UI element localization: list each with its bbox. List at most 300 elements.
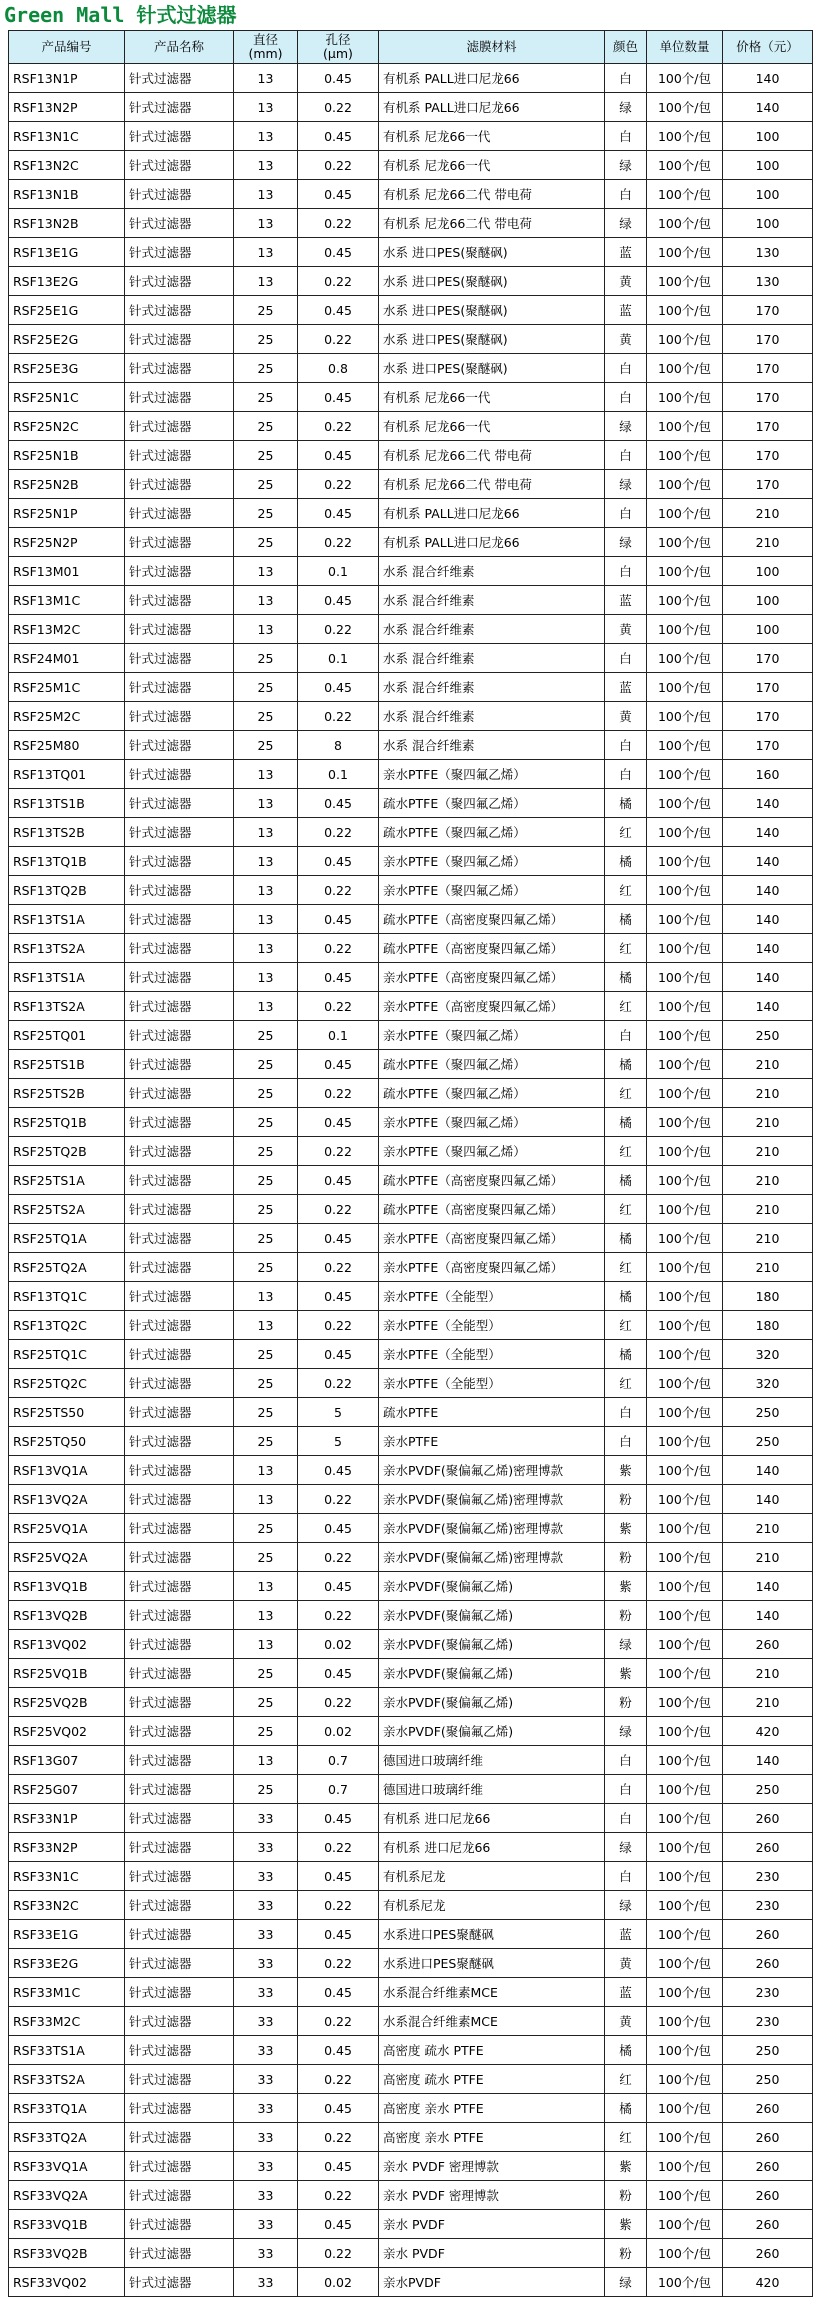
- cell-code: RSF33N1P: [9, 1804, 125, 1833]
- cell-product-name: 针式过滤器: [125, 2181, 234, 2210]
- cell-product-name: 针式过滤器: [125, 702, 234, 731]
- cell-diameter: 13: [234, 93, 298, 122]
- cell-unit: 100个/包: [647, 1601, 723, 1630]
- cell-diameter: 25: [234, 412, 298, 441]
- header-diameter-label: 直径: [252, 32, 278, 47]
- cell-color: 红: [605, 2123, 647, 2152]
- cell-color: 绿: [605, 2268, 647, 2297]
- cell-product-name: 针式过滤器: [125, 847, 234, 876]
- table-row: [9, 557, 813, 586]
- cell-color: 黄: [605, 2007, 647, 2036]
- cell-code: RSF25TS1A: [9, 1166, 125, 1195]
- cell-material: 有机系 尼龙66二代 带电荷: [379, 180, 605, 209]
- cell-unit: 100个/包: [647, 325, 723, 354]
- table-row: [9, 731, 813, 760]
- cell-price: 140: [723, 64, 813, 93]
- table-row: [9, 209, 813, 238]
- cell-material: 有机系 尼龙66一代: [379, 122, 605, 151]
- cell-diameter: 13: [234, 209, 298, 238]
- header-row: [9, 31, 813, 64]
- cell-pore-size: 0.45: [298, 1920, 379, 1949]
- cell-unit: 100个/包: [647, 1804, 723, 1833]
- cell-product-name: 针式过滤器: [125, 1688, 234, 1717]
- cell-unit: 100个/包: [647, 818, 723, 847]
- cell-material: 水系 混合纤维素: [379, 557, 605, 586]
- cell-price: 170: [723, 354, 813, 383]
- cell-unit: 100个/包: [647, 499, 723, 528]
- cell-color: 橘: [605, 1282, 647, 1311]
- cell-diameter: 13: [234, 1746, 298, 1775]
- cell-code: RSF13N1P: [9, 64, 125, 93]
- cell-pore-size: 0.22: [298, 528, 379, 557]
- cell-color: 红: [605, 992, 647, 1021]
- cell-product-name: 针式过滤器: [125, 412, 234, 441]
- cell-material: 水系混合纤维素MCE: [379, 2007, 605, 2036]
- cell-code: RSF13TQ01: [9, 760, 125, 789]
- table-row: [9, 1398, 813, 1427]
- cell-pore-size: 8: [298, 731, 379, 760]
- cell-code: RSF13N1C: [9, 122, 125, 151]
- cell-code: RSF13TS2A: [9, 934, 125, 963]
- cell-code: RSF13VQ2B: [9, 1601, 125, 1630]
- cell-price: 250: [723, 1021, 813, 1050]
- cell-pore-size: 0.22: [298, 1253, 379, 1282]
- cell-diameter: 33: [234, 1978, 298, 2007]
- cell-color: 粉: [605, 2181, 647, 2210]
- cell-product-name: 针式过滤器: [125, 1108, 234, 1137]
- cell-color: 白: [605, 1427, 647, 1456]
- table-row: [9, 383, 813, 412]
- cell-pore-size: 0.02: [298, 2268, 379, 2297]
- cell-color: 白: [605, 499, 647, 528]
- table-row: [9, 238, 813, 267]
- table-row: [9, 1369, 813, 1398]
- cell-color: 蓝: [605, 238, 647, 267]
- cell-material: 水系 进口PES(聚醚砜): [379, 267, 605, 296]
- table-row: [9, 354, 813, 383]
- cell-price: 170: [723, 702, 813, 731]
- cell-color: 紫: [605, 2152, 647, 2181]
- cell-diameter: 25: [234, 731, 298, 760]
- table-row: [9, 1833, 813, 1862]
- cell-pore-size: 0.22: [298, 1891, 379, 1920]
- cell-diameter: 13: [234, 789, 298, 818]
- table-row: [9, 789, 813, 818]
- cell-pore-size: 0.22: [298, 2007, 379, 2036]
- cell-price: 170: [723, 325, 813, 354]
- cell-material: 疏水PTFE（高密度聚四氟乙烯）: [379, 905, 605, 934]
- cell-color: 白: [605, 760, 647, 789]
- cell-color: 蓝: [605, 1920, 647, 1949]
- cell-pore-size: 0.45: [298, 789, 379, 818]
- cell-pore-size: 0.22: [298, 1079, 379, 1108]
- cell-code: RSF25TQ2A: [9, 1253, 125, 1282]
- cell-unit: 100个/包: [647, 934, 723, 963]
- cell-unit: 100个/包: [647, 2152, 723, 2181]
- cell-price: 170: [723, 441, 813, 470]
- cell-code: RSF25G07: [9, 1775, 125, 1804]
- cell-price: 140: [723, 1746, 813, 1775]
- cell-price: 210: [723, 1137, 813, 1166]
- cell-unit: 100个/包: [647, 702, 723, 731]
- cell-color: 红: [605, 1195, 647, 1224]
- cell-diameter: 25: [234, 1166, 298, 1195]
- cell-unit: 100个/包: [647, 1079, 723, 1108]
- cell-code: RSF25TQ1B: [9, 1108, 125, 1137]
- cell-unit: 100个/包: [647, 1978, 723, 2007]
- cell-color: 白: [605, 1862, 647, 1891]
- cell-pore-size: 0.22: [298, 2065, 379, 2094]
- cell-price: 140: [723, 1456, 813, 1485]
- cell-diameter: 33: [234, 2065, 298, 2094]
- cell-code: RSF25E3G: [9, 354, 125, 383]
- cell-color: 黄: [605, 702, 647, 731]
- cell-pore-size: 0.22: [298, 702, 379, 731]
- cell-diameter: 25: [234, 528, 298, 557]
- cell-unit: 100个/包: [647, 2268, 723, 2297]
- cell-price: 260: [723, 2094, 813, 2123]
- cell-product-name: 针式过滤器: [125, 1398, 234, 1427]
- cell-color: 绿: [605, 1630, 647, 1659]
- cell-diameter: 13: [234, 615, 298, 644]
- cell-price: 180: [723, 1311, 813, 1340]
- cell-code: RSF25TQ01: [9, 1021, 125, 1050]
- cell-diameter: 13: [234, 760, 298, 789]
- cell-price: 230: [723, 1891, 813, 1920]
- table-row: [9, 1543, 813, 1572]
- header-material: 滤膜材料: [379, 31, 605, 64]
- cell-code: RSF13VQ2A: [9, 1485, 125, 1514]
- cell-material: 高密度 亲水 PTFE: [379, 2094, 605, 2123]
- product-table: [8, 30, 813, 2297]
- cell-price: 260: [723, 2181, 813, 2210]
- cell-price: 170: [723, 296, 813, 325]
- cell-pore-size: 0.22: [298, 1485, 379, 1514]
- cell-code: RSF25N2C: [9, 412, 125, 441]
- cell-diameter: 13: [234, 1572, 298, 1601]
- cell-material: 亲水PVDF(聚偏氟乙烯): [379, 1572, 605, 1601]
- cell-code: RSF33TS2A: [9, 2065, 125, 2094]
- cell-unit: 100个/包: [647, 1282, 723, 1311]
- cell-pore-size: 0.45: [298, 586, 379, 615]
- cell-pore-size: 0.45: [298, 1282, 379, 1311]
- cell-price: 210: [723, 499, 813, 528]
- cell-price: 250: [723, 2065, 813, 2094]
- table-row: [9, 1630, 813, 1659]
- cell-code: RSF33VQ2B: [9, 2239, 125, 2268]
- cell-product-name: 针式过滤器: [125, 122, 234, 151]
- cell-product-name: 针式过滤器: [125, 1050, 234, 1079]
- cell-product-name: 针式过滤器: [125, 1514, 234, 1543]
- cell-product-name: 针式过滤器: [125, 876, 234, 905]
- cell-price: 250: [723, 1398, 813, 1427]
- cell-unit: 100个/包: [647, 1543, 723, 1572]
- cell-unit: 100个/包: [647, 876, 723, 905]
- cell-pore-size: 0.45: [298, 1108, 379, 1137]
- cell-pore-size: 0.22: [298, 1369, 379, 1398]
- cell-product-name: 针式过滤器: [125, 1833, 234, 1862]
- cell-price: 100: [723, 151, 813, 180]
- cell-color: 红: [605, 876, 647, 905]
- page-title: Green Mall 针式过滤器: [4, 3, 237, 27]
- cell-diameter: 25: [234, 499, 298, 528]
- table-row: [9, 673, 813, 702]
- cell-material: 水系 进口PES(聚醚砜): [379, 296, 605, 325]
- cell-diameter: 25: [234, 1079, 298, 1108]
- cell-price: 210: [723, 1659, 813, 1688]
- cell-product-name: 针式过滤器: [125, 1456, 234, 1485]
- cell-unit: 100个/包: [647, 1630, 723, 1659]
- cell-price: 210: [723, 1166, 813, 1195]
- cell-code: RSF13TS2A: [9, 992, 125, 1021]
- cell-color: 白: [605, 122, 647, 151]
- cell-price: 140: [723, 905, 813, 934]
- cell-diameter: 25: [234, 1398, 298, 1427]
- cell-color: 橘: [605, 847, 647, 876]
- cell-pore-size: 0.22: [298, 93, 379, 122]
- cell-diameter: 13: [234, 1485, 298, 1514]
- cell-diameter: 13: [234, 64, 298, 93]
- cell-product-name: 针式过滤器: [125, 586, 234, 615]
- cell-product-name: 针式过滤器: [125, 1369, 234, 1398]
- cell-pore-size: 0.22: [298, 615, 379, 644]
- cell-unit: 100个/包: [647, 2239, 723, 2268]
- cell-pore-size: 0.22: [298, 1833, 379, 1862]
- cell-pore-size: 0.1: [298, 1021, 379, 1050]
- table-row: [9, 934, 813, 963]
- cell-product-name: 针式过滤器: [125, 1166, 234, 1195]
- cell-product-name: 针式过滤器: [125, 325, 234, 354]
- cell-price: 320: [723, 1340, 813, 1369]
- cell-material: 有机系 PALL进口尼龙66: [379, 64, 605, 93]
- cell-code: RSF25TS2B: [9, 1079, 125, 1108]
- cell-pore-size: 0.45: [298, 2094, 379, 2123]
- table-row: [9, 1862, 813, 1891]
- cell-product-name: 针式过滤器: [125, 2268, 234, 2297]
- cell-material: 有机系 尼龙66一代: [379, 151, 605, 180]
- cell-pore-size: 0.22: [298, 1137, 379, 1166]
- cell-price: 420: [723, 1717, 813, 1746]
- cell-product-name: 针式过滤器: [125, 1775, 234, 1804]
- cell-color: 红: [605, 1253, 647, 1282]
- cell-material: 疏水PTFE（聚四氟乙烯）: [379, 818, 605, 847]
- cell-code: RSF13N2C: [9, 151, 125, 180]
- cell-product-name: 针式过滤器: [125, 528, 234, 557]
- table-row: [9, 847, 813, 876]
- cell-unit: 100个/包: [647, 209, 723, 238]
- cell-unit: 100个/包: [647, 1891, 723, 1920]
- cell-pore-size: 0.22: [298, 2239, 379, 2268]
- cell-unit: 100个/包: [647, 1688, 723, 1717]
- cell-diameter: 25: [234, 673, 298, 702]
- cell-price: 260: [723, 2123, 813, 2152]
- table-row: [9, 876, 813, 905]
- cell-color: 粉: [605, 1688, 647, 1717]
- cell-code: RSF25N2P: [9, 528, 125, 557]
- cell-material: 有机系尼龙: [379, 1862, 605, 1891]
- cell-product-name: 针式过滤器: [125, 1717, 234, 1746]
- header-pore: [298, 31, 379, 64]
- cell-product-name: 针式过滤器: [125, 1340, 234, 1369]
- table-row: [9, 1108, 813, 1137]
- cell-unit: 100个/包: [647, 2210, 723, 2239]
- table-row: [9, 2123, 813, 2152]
- cell-unit: 100个/包: [647, 1137, 723, 1166]
- table-row: [9, 1166, 813, 1195]
- cell-unit: 100个/包: [647, 267, 723, 296]
- cell-diameter: 33: [234, 2036, 298, 2065]
- cell-material: 亲水PVDF(聚偏氟乙烯)密理博款: [379, 1543, 605, 1572]
- cell-unit: 100个/包: [647, 441, 723, 470]
- table-row: [9, 1456, 813, 1485]
- table-row: [9, 963, 813, 992]
- cell-product-name: 针式过滤器: [125, 1949, 234, 1978]
- cell-material: 水系 进口PES(聚醚砜): [379, 354, 605, 383]
- cell-code: RSF25VQ2A: [9, 1543, 125, 1572]
- cell-material: 亲水PTFE（高密度聚四氟乙烯）: [379, 992, 605, 1021]
- cell-pore-size: 0.45: [298, 2152, 379, 2181]
- table-row: [9, 2210, 813, 2239]
- cell-price: 260: [723, 1920, 813, 1949]
- cell-unit: 100个/包: [647, 93, 723, 122]
- cell-price: 170: [723, 470, 813, 499]
- table-row: [9, 1195, 813, 1224]
- cell-code: RSF33VQ02: [9, 2268, 125, 2297]
- cell-product-name: 针式过滤器: [125, 731, 234, 760]
- cell-price: 230: [723, 1978, 813, 2007]
- cell-color: 橘: [605, 905, 647, 934]
- cell-product-name: 针式过滤器: [125, 2007, 234, 2036]
- cell-diameter: 13: [234, 1282, 298, 1311]
- cell-diameter: 33: [234, 2210, 298, 2239]
- cell-pore-size: 0.1: [298, 760, 379, 789]
- cell-product-name: 针式过滤器: [125, 499, 234, 528]
- cell-unit: 100个/包: [647, 557, 723, 586]
- table-row: [9, 2181, 813, 2210]
- cell-price: 140: [723, 847, 813, 876]
- cell-code: RSF13TQ2C: [9, 1311, 125, 1340]
- cell-code: RSF25VQ1B: [9, 1659, 125, 1688]
- cell-color: 绿: [605, 470, 647, 499]
- cell-unit: 100个/包: [647, 1195, 723, 1224]
- cell-material: 德国进口玻璃纤维: [379, 1775, 605, 1804]
- cell-product-name: 针式过滤器: [125, 934, 234, 963]
- cell-color: 红: [605, 818, 647, 847]
- table-row: [9, 644, 813, 673]
- table-row: [9, 2268, 813, 2297]
- cell-unit: 100个/包: [647, 180, 723, 209]
- header-color: 颜色: [605, 31, 647, 64]
- cell-pore-size: 0.22: [298, 1195, 379, 1224]
- cell-code: RSF33E2G: [9, 1949, 125, 1978]
- cell-color: 粉: [605, 1543, 647, 1572]
- cell-price: 250: [723, 2036, 813, 2065]
- cell-color: 绿: [605, 93, 647, 122]
- cell-diameter: 25: [234, 1543, 298, 1572]
- cell-diameter: 25: [234, 441, 298, 470]
- cell-price: 140: [723, 963, 813, 992]
- cell-code: RSF13TS1B: [9, 789, 125, 818]
- cell-unit: 100个/包: [647, 615, 723, 644]
- cell-material: 亲水PVDF(聚偏氟乙烯)密理博款: [379, 1514, 605, 1543]
- table-row: [9, 702, 813, 731]
- header-diameter: [234, 31, 298, 64]
- cell-color: 橘: [605, 963, 647, 992]
- cell-code: RSF25M80: [9, 731, 125, 760]
- table-row: [9, 615, 813, 644]
- cell-unit: 100个/包: [647, 1340, 723, 1369]
- cell-unit: 100个/包: [647, 1862, 723, 1891]
- cell-unit: 100个/包: [647, 1833, 723, 1862]
- cell-color: 红: [605, 1079, 647, 1108]
- cell-material: 亲水PVDF: [379, 2268, 605, 2297]
- cell-product-name: 针式过滤器: [125, 644, 234, 673]
- cell-product-name: 针式过滤器: [125, 296, 234, 325]
- cell-unit: 100个/包: [647, 238, 723, 267]
- cell-unit: 100个/包: [647, 644, 723, 673]
- cell-code: RSF25N1P: [9, 499, 125, 528]
- table-row: [9, 586, 813, 615]
- cell-pore-size: 0.45: [298, 1514, 379, 1543]
- cell-code: RSF13TQ1C: [9, 1282, 125, 1311]
- cell-material: 亲水 PVDF: [379, 2210, 605, 2239]
- cell-price: 320: [723, 1369, 813, 1398]
- cell-color: 绿: [605, 151, 647, 180]
- cell-material: 水系 混合纤维素: [379, 731, 605, 760]
- cell-material: 亲水PTFE（全能型）: [379, 1369, 605, 1398]
- cell-diameter: 25: [234, 1050, 298, 1079]
- cell-price: 100: [723, 615, 813, 644]
- cell-material: 高密度 疏水 PTFE: [379, 2065, 605, 2094]
- cell-price: 100: [723, 557, 813, 586]
- cell-material: 高密度 亲水 PTFE: [379, 2123, 605, 2152]
- cell-color: 橘: [605, 1224, 647, 1253]
- cell-diameter: 25: [234, 296, 298, 325]
- table-row: [9, 1224, 813, 1253]
- cell-diameter: 25: [234, 1108, 298, 1137]
- table-row: [9, 1891, 813, 1920]
- table-row: [9, 267, 813, 296]
- cell-price: 210: [723, 1195, 813, 1224]
- cell-color: 红: [605, 2065, 647, 2094]
- cell-pore-size: 0.22: [298, 412, 379, 441]
- cell-color: 紫: [605, 1659, 647, 1688]
- cell-unit: 100个/包: [647, 383, 723, 412]
- cell-price: 210: [723, 1224, 813, 1253]
- cell-color: 橘: [605, 1050, 647, 1079]
- cell-material: 水系进口PES聚醚砜: [379, 1920, 605, 1949]
- header-diameter-unit: (mm): [248, 46, 283, 61]
- cell-unit: 100个/包: [647, 354, 723, 383]
- table-row: [9, 325, 813, 354]
- cell-product-name: 针式过滤器: [125, 2065, 234, 2094]
- cell-material: 亲水PTFE（聚四氟乙烯）: [379, 1137, 605, 1166]
- cell-color: 绿: [605, 1833, 647, 1862]
- cell-pore-size: 0.22: [298, 992, 379, 1021]
- cell-product-name: 针式过滤器: [125, 1427, 234, 1456]
- cell-product-name: 针式过滤器: [125, 1195, 234, 1224]
- cell-price: 170: [723, 644, 813, 673]
- cell-product-name: 针式过滤器: [125, 1920, 234, 1949]
- cell-pore-size: 0.1: [298, 644, 379, 673]
- cell-pore-size: 0.45: [298, 180, 379, 209]
- cell-pore-size: 0.45: [298, 1804, 379, 1833]
- cell-color: 白: [605, 1746, 647, 1775]
- header-price: 价格（元）: [723, 31, 813, 64]
- cell-material: 水系 混合纤维素: [379, 586, 605, 615]
- cell-price: 210: [723, 1108, 813, 1137]
- cell-code: RSF25E2G: [9, 325, 125, 354]
